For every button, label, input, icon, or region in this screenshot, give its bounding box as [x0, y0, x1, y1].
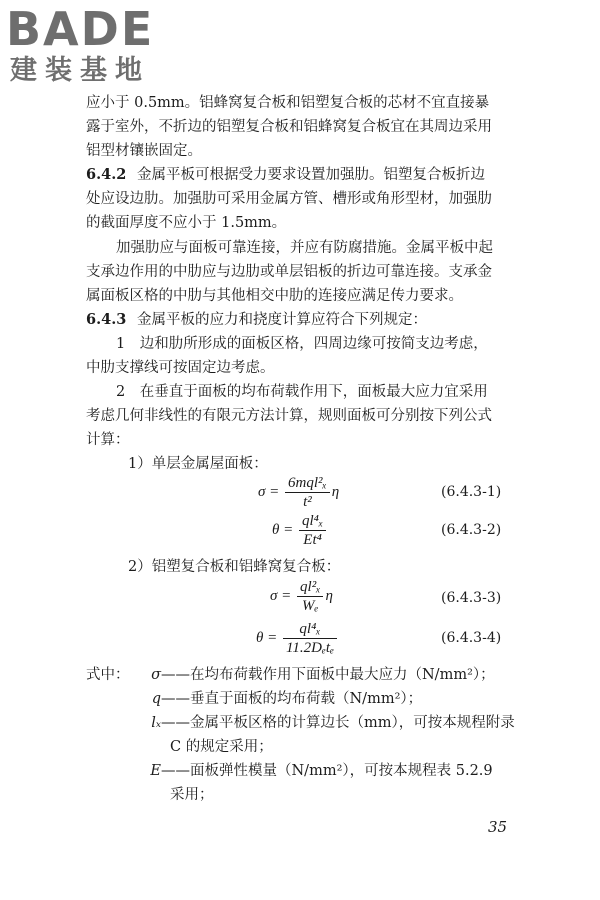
equation-number: (6.4.3-2): [441, 522, 502, 538]
definition-text: ——在均布荷载作用下面板中最大应力（N/mm²）；: [161, 667, 495, 683]
section-number: 6.4.3: [86, 311, 127, 328]
definition-text: ——垂直于面板的均布荷载（N/mm²）；: [161, 691, 423, 707]
definition-text: 采用；: [170, 787, 214, 803]
body-line: 属面板区格的中肋与其他相交中肋的连接应满足传力要求。: [86, 288, 463, 304]
bade-logo: [6, 4, 186, 90]
equation-number: (6.4.3-1): [441, 484, 502, 500]
formula-tail: η: [325, 587, 333, 604]
body-line: 加强肋应与面板可靠连接，并应有防腐措施。金属平板中起: [116, 240, 493, 256]
formula-denominator: t²: [303, 494, 312, 510]
body-line: 支承边作用的中肋应与边肋或单层铝板的折边可靠连接。支承金: [86, 264, 492, 280]
logo-brand: BADE: [6, 2, 155, 56]
body-line: 铝型材镶嵌固定。: [86, 143, 202, 159]
formula-lhs: σ =: [270, 587, 292, 604]
where-label: 式中：: [86, 667, 130, 683]
body-line: 金属平板的应力和挠度计算应符合下列规定：: [137, 312, 427, 328]
formula-numerator: ql⁴ₓ: [299, 512, 326, 531]
definition-text: C 的规定采用；: [170, 739, 273, 755]
formula-tail: η: [331, 483, 340, 500]
formula-denominator: Wₑ: [302, 598, 319, 614]
section-number: 6.4.2: [86, 166, 127, 183]
formula-fraction: [297, 578, 323, 615]
body-line: 计算：: [86, 432, 130, 448]
formula-6-4-3-1: [258, 474, 339, 511]
equation-number: (6.4.3-3): [441, 590, 502, 606]
formula-6-4-3-2: [272, 512, 328, 549]
formula-numerator: ql²ₓ: [297, 578, 323, 597]
formula-denominator: 11.2Dₑtₑ: [286, 640, 335, 656]
body-line: 应小于 0.5mm。铝蜂窝复合板和铝塑复合板的芯材不宜直接暴: [86, 95, 490, 111]
body-line: 露于室外，不折边的铝塑复合板和铝蜂窝复合板宜在其周边采用: [86, 119, 492, 135]
formula-6-4-3-3: [270, 578, 333, 615]
definition-symbol: lₓ: [151, 715, 161, 731]
definition-symbol: E: [150, 763, 161, 779]
equation-number: (6.4.3-4): [441, 630, 502, 646]
body-line: 金属平板可根据受力要求设置加强肋。铝塑复合板折边: [137, 167, 485, 183]
formula-6-4-3-4: [256, 620, 339, 657]
formula-fraction: [299, 512, 326, 549]
page-number: 35: [488, 818, 508, 836]
definition-symbol: q: [151, 691, 161, 707]
formula-fraction: [285, 474, 330, 511]
body-line: 2 在垂直于面板的均布荷载作用下，面板最大应力宜采用: [116, 384, 488, 400]
subitem-heading: 1）单层金属屋面板：: [128, 456, 268, 472]
body-line: 1 边和肋所形成的面板区格，四周边缘可按简支边考虑，: [116, 336, 488, 352]
formula-lhs: σ =: [258, 483, 280, 500]
formula-numerator: 6mql²ₓ: [285, 474, 330, 493]
body-line: 的截面厚度不应小于 1.5mm。: [86, 215, 287, 231]
formula-lhs: θ =: [272, 521, 294, 538]
definition-text: ——面板弹性模量（N/mm²），可按本规程表 5.2.9: [161, 763, 493, 779]
formula-numerator: ql⁴ₓ: [283, 620, 337, 639]
definition-symbol: σ: [151, 667, 161, 683]
formula-lhs: θ =: [256, 629, 278, 646]
subitem-heading: 2）铝塑复合板和铝蜂窝复合板：: [128, 559, 341, 575]
formula-fraction: [283, 620, 337, 657]
definition-text: ——金属平板区格的计算边长（mm），可按本规程附录: [161, 715, 515, 731]
logo-subtitle: 建装基地: [10, 55, 150, 86]
formula-denominator: Et⁴: [303, 532, 322, 548]
body-line: 考虑几何非线性的有限元方法计算，规则面板可分别按下列公式: [86, 408, 492, 424]
body-line: 处应设边肋。加强肋可采用金属方管、槽形或角形型材，加强肋: [86, 191, 492, 207]
body-line: 中肋支撑线可按固定边考虑。: [86, 360, 275, 376]
